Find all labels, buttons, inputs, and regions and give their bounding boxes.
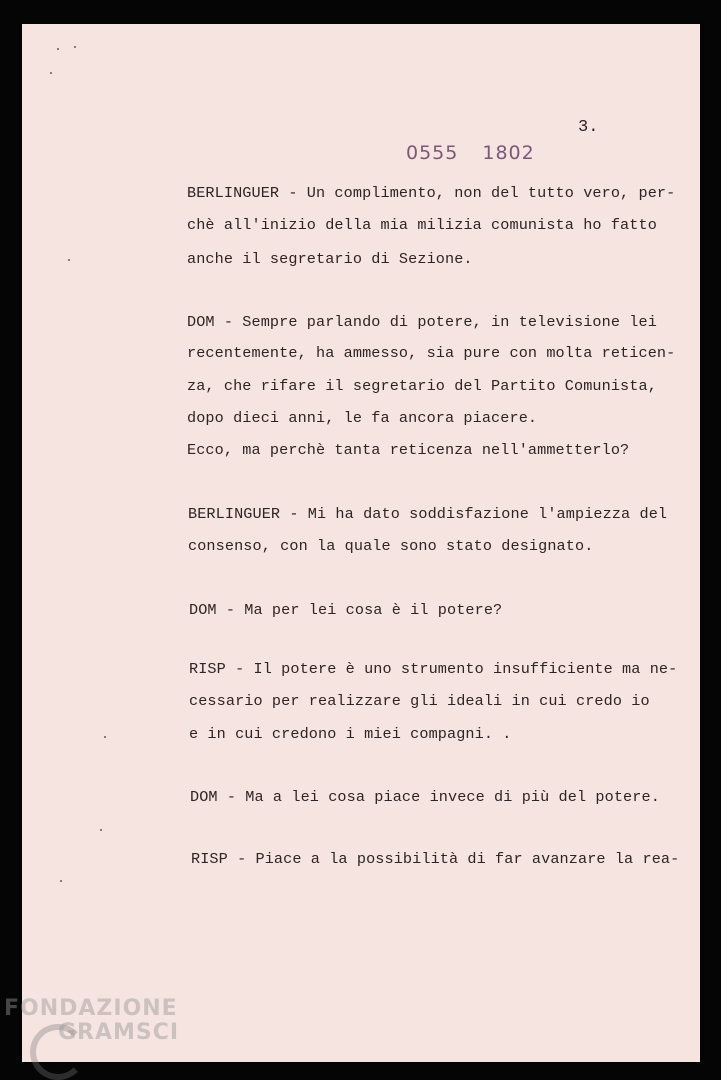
text-line: consenso, con la quale sono stato designato.	[188, 537, 594, 555]
paper-speck	[50, 72, 52, 74]
watermark-line2: GRAMSCI	[58, 1020, 180, 1045]
paper-speck	[57, 48, 59, 50]
paper-speck	[60, 880, 62, 882]
text-line: BERLINGUER - Mi ha dato soddisfazione l'ampiezza del	[188, 505, 668, 523]
paper-speck	[74, 46, 76, 48]
text-line: recentemente, ha ammesso, sia pure con molta reticen-	[187, 344, 676, 362]
watermark-logo	[4, 998, 179, 1044]
paper-speck	[104, 736, 106, 738]
text-line: RISP - Piace a la possibilità di far avanzare la rea-	[191, 850, 680, 868]
text-line: e in cui credono i miei compagni. .	[189, 725, 512, 743]
text-line: BERLINGUER - Un complimento, non del tutto vero, per-	[187, 184, 676, 202]
stamp-number-right: 1802	[482, 142, 535, 164]
text-line: DOM - Sempre parlando di potere, in televisione lei	[187, 313, 657, 331]
paper-speck	[68, 259, 70, 261]
text-line: anche il segretario di Sezione.	[187, 250, 473, 268]
text-line: DOM - Ma a lei cosa piace invece di più del potere.	[190, 788, 660, 806]
paper-speck	[100, 829, 102, 831]
text-line: dopo dieci anni, le fa ancora piacere.	[187, 409, 538, 427]
text-line: za, che rifare il segretario del Partito Comunista,	[187, 377, 657, 395]
text-line: RISP - Il potere è uno strumento insufficiente ma ne-	[189, 660, 678, 678]
text-line: DOM - Ma per lei cosa è il potere?	[189, 601, 503, 619]
watermark-line1: FONDAZIONE	[4, 996, 178, 1021]
text-line: Ecco, ma perchè tanta reticenza nell'ammetterlo?	[187, 441, 630, 459]
text-line: cessario per realizzare gli ideali in cui credo io	[189, 692, 650, 710]
stamp-number-left: 0555	[406, 142, 459, 164]
archive-stamp	[406, 142, 535, 164]
text-line: chè all'inizio della mia milizia comunista ho fatto	[187, 216, 657, 234]
page-number: 3.	[578, 118, 599, 137]
